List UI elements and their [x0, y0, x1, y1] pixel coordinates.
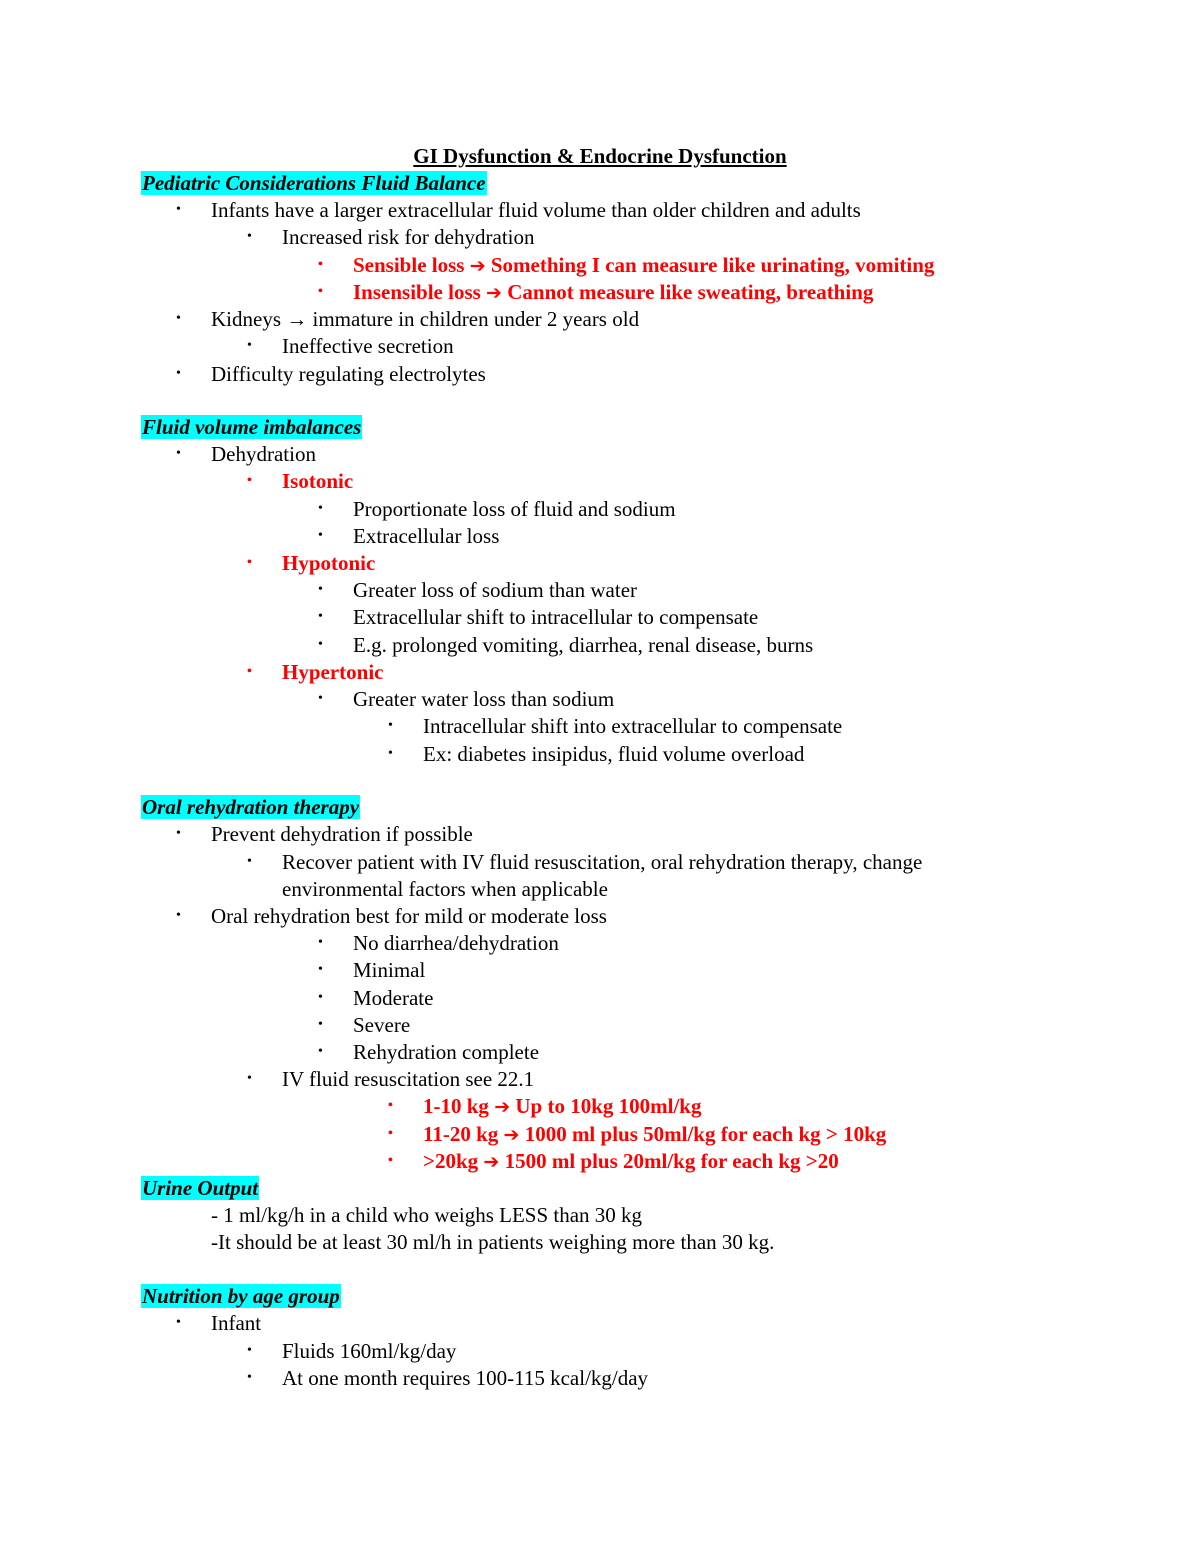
definition: Up to 10kg 100ml/kg	[510, 1094, 702, 1118]
term: >20kg	[423, 1149, 484, 1173]
bullet-icon: •	[318, 637, 323, 652]
heading-text: Urine Output	[142, 1176, 259, 1200]
term: 1-10 kg	[423, 1094, 495, 1118]
arrow-right-icon: ➔	[494, 1096, 511, 1118]
list-item: Oral rehydration best for mild or moderate loss	[211, 904, 607, 928]
section-heading-fluid-balance	[141, 171, 487, 195]
list-item: Ineffective secretion	[282, 334, 454, 358]
definition: 1000 ml plus 50ml/kg for each kg > 10kg	[519, 1122, 887, 1146]
term: Insensible loss	[353, 280, 487, 304]
list-item: Intracellular shift into extracellular to compensate	[423, 714, 843, 738]
bullet-icon: •	[318, 284, 323, 299]
document-title: GI Dysfunction & Endocrine Dysfunction	[413, 144, 787, 168]
bullet-icon: •	[176, 826, 181, 841]
bullet-icon: •	[247, 1370, 252, 1385]
definition: 1500 ml plus 20ml/kg for each kg >20	[499, 1149, 839, 1173]
section-heading-fluid-volume-imbalances	[141, 415, 362, 439]
arrow-right-icon: ➔	[469, 255, 486, 277]
definition: immature in children under 2 years old	[307, 307, 640, 331]
list-item-hypotonic: Hypotonic	[282, 551, 376, 575]
text-line: - 1 ml/kg/h in a child who weighs LESS than 30 kg	[211, 1203, 643, 1227]
list-item-dose-11-20kg	[423, 1122, 886, 1146]
bullet-icon: •	[318, 1017, 323, 1032]
list-item: Increased risk for dehydration	[282, 225, 535, 249]
list-item: IV fluid resuscitation see 22.1	[282, 1067, 535, 1091]
arrow-right-icon: ➔	[486, 282, 502, 304]
list-item: Moderate	[353, 986, 434, 1010]
bullet-icon: •	[176, 366, 181, 381]
bullet-icon: •	[318, 990, 323, 1005]
section-heading-oral-rehydration	[141, 795, 360, 819]
list-item-isotonic: Isotonic	[282, 469, 354, 493]
heading-text: Oral rehydration therapy	[142, 795, 360, 819]
bullet-icon: •	[247, 1343, 252, 1358]
list-item: Fluids 160ml/kg/day	[282, 1339, 457, 1363]
definition: Something I can measure like urinating, vomiting	[485, 253, 935, 277]
list-item: Proportionate loss of fluid and sodium	[353, 497, 676, 521]
bullet-icon: •	[247, 229, 252, 244]
heading-text: Pediatric Considerations Fluid Balance	[142, 171, 486, 195]
bullet-icon: •	[318, 1044, 323, 1059]
bullet-icon: •	[318, 962, 323, 977]
bullet-icon: •	[247, 854, 252, 869]
text-line: -It should be at least 30 ml/h in patients weighing more than 30 kg.	[211, 1230, 775, 1254]
list-item: Extracellular shift to intracellular to compensate	[353, 605, 759, 629]
arrow-right-icon: ➔	[503, 1124, 520, 1146]
term: 11-20 kg	[423, 1122, 504, 1146]
bullet-icon: •	[318, 935, 323, 950]
bullet-icon: •	[318, 582, 323, 597]
bullet-icon: •	[176, 908, 181, 923]
list-item-kidneys	[211, 307, 639, 331]
list-item: Prevent dehydration if possible	[211, 822, 473, 846]
list-item-hypertonic: Hypertonic	[282, 660, 384, 684]
bullet-icon: •	[176, 446, 181, 461]
section-heading-nutrition	[141, 1284, 341, 1308]
list-item-continuation: environmental factors when applicable	[282, 877, 608, 901]
bullet-icon: •	[176, 1315, 181, 1330]
bullet-icon: •	[176, 202, 181, 217]
list-item-dose-over-20kg	[423, 1149, 839, 1173]
list-item: At one month requires 100-115 kcal/kg/day	[282, 1366, 649, 1390]
list-item: Difficulty regulating electrolytes	[211, 362, 486, 386]
list-item: No diarrhea/dehydration	[353, 931, 559, 955]
bullet-icon: •	[247, 473, 252, 488]
bullet-icon: •	[247, 1071, 252, 1086]
section-heading-urine-output	[141, 1176, 259, 1200]
bullet-icon: •	[247, 555, 252, 570]
list-item: Severe	[353, 1013, 411, 1037]
list-item: Ex: diabetes insipidus, fluid volume overload	[423, 742, 805, 766]
bullet-icon: •	[318, 609, 323, 624]
bullet-icon: •	[388, 1126, 393, 1141]
bullet-icon: •	[318, 691, 323, 706]
list-item: Greater water loss than sodium	[353, 687, 615, 711]
term: Kidneys	[211, 307, 287, 331]
list-item-dose-1-10kg	[423, 1094, 701, 1118]
bullet-icon: •	[318, 257, 323, 272]
bullet-icon: •	[318, 528, 323, 543]
list-item: Greater loss of sodium than water	[353, 578, 638, 602]
bullet-icon: •	[388, 1098, 393, 1113]
list-item: Rehydration complete	[353, 1040, 540, 1064]
bullet-icon: •	[388, 1153, 393, 1168]
bullet-icon: •	[247, 338, 252, 353]
term: Sensible loss	[353, 253, 470, 277]
arrow-right-icon: ➔	[483, 1151, 500, 1173]
list-item: Minimal	[353, 958, 426, 982]
list-item: Infants have a larger extracellular fluid volume than older children and adults	[211, 198, 861, 222]
list-item: Dehydration	[211, 442, 316, 466]
list-item: Recover patient with IV fluid resuscitation, oral rehydration therapy, change	[282, 850, 923, 874]
bullet-icon: •	[388, 718, 393, 733]
arrow-right-icon: →	[286, 307, 308, 331]
bullet-icon: •	[318, 501, 323, 516]
list-item-sensible-loss	[353, 253, 934, 277]
heading-text: Nutrition by age group	[142, 1284, 340, 1308]
list-item: Extracellular loss	[353, 524, 500, 548]
list-item-insensible-loss	[353, 280, 873, 304]
list-item: Infant	[211, 1311, 262, 1335]
bullet-icon: •	[176, 311, 181, 326]
bullet-icon: •	[388, 746, 393, 761]
list-item: E.g. prolonged vomiting, diarrhea, renal disease, burns	[353, 633, 814, 657]
bullet-icon: •	[247, 664, 252, 679]
definition: Cannot measure like sweating, breathing	[501, 280, 874, 304]
heading-text: Fluid volume imbalances	[142, 415, 362, 439]
